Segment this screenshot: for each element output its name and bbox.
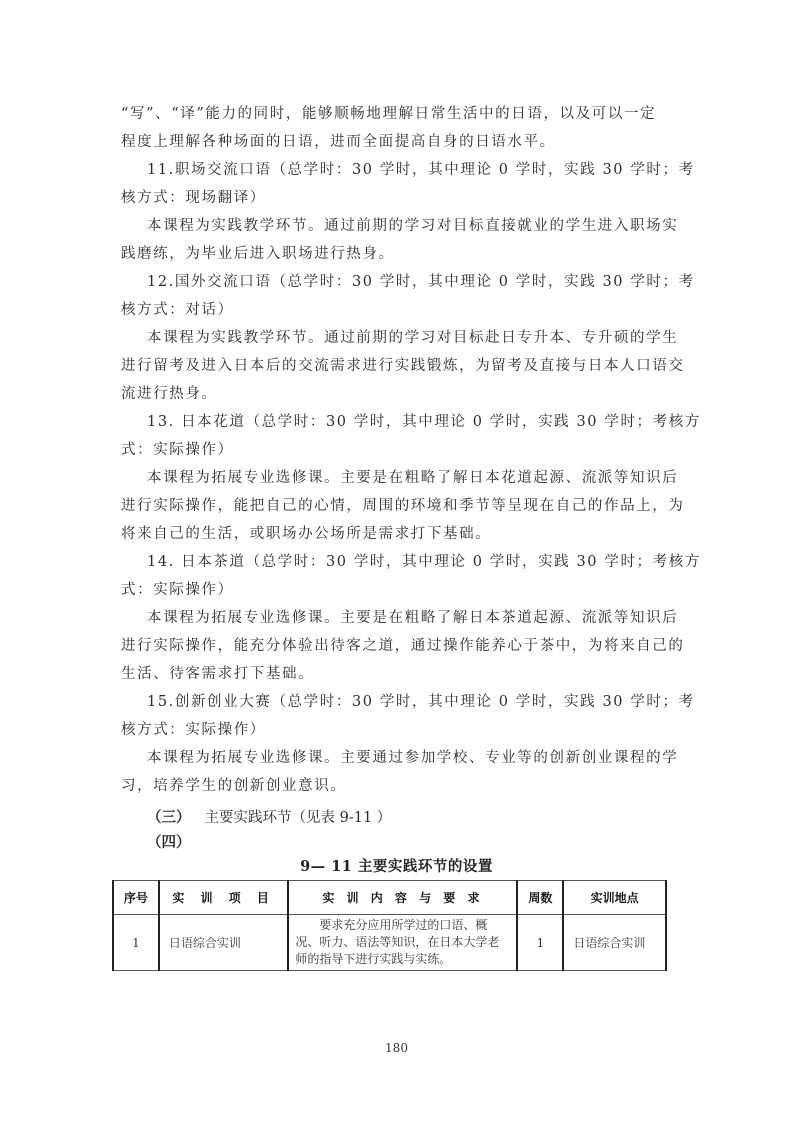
cell-no: 1 <box>113 915 159 971</box>
section-3-heading <box>147 808 391 828</box>
cell-location: 日语综合实训 <box>563 915 666 971</box>
course-13-title-cont: 式：实际操作） <box>121 442 234 458</box>
header-location: 实训地点 <box>563 881 666 915</box>
cell-project: 日语综合实训 <box>159 915 289 971</box>
course-14-title: 14. 日本茶道（总学时：30 学时，其中理论 0 学时，实践 30 学时；考核方 <box>147 554 701 570</box>
course-14-desc-cont: 进行实际操作，能充分体验出待客之道，通过操作能养心于茶中，为将来自己的 <box>121 638 685 654</box>
section-3-title: 主要实践环节（见表 9-11 ） <box>204 810 392 826</box>
course-13-desc-cont: 将来自己的生活，或职场办公场所是需求打下基础。 <box>121 526 492 542</box>
course-13-desc: 本课程为拓展专业选修课。主要是在粗略了解日本花道起源、流派等知识后 <box>147 470 679 486</box>
text-line: 程度上理解各种场面的日语，进而全面提高自身的日语水平。 <box>121 134 556 150</box>
table-caption: 9— 11 主要实践环节的设置 <box>300 858 493 875</box>
table-header-row <box>113 881 666 915</box>
course-11-title: 11.职场交流口语（总学时：30 学时，其中理论 0 学时，实践 30 学时；考 <box>147 162 695 178</box>
course-14-desc: 本课程为拓展专业选修课。主要是在粗略了解日本茶道起源、流派等知识后 <box>147 610 679 626</box>
course-12-title-cont: 核方式：对话） <box>121 302 234 318</box>
header-content: 实 训 内 容 与 要 求 <box>288 881 517 915</box>
course-12-desc: 本课程为实践教学环节。通过前期的学习对目标赴日专升本、专升硕的学生 <box>147 330 679 346</box>
course-11-desc-cont: 践磨练，为毕业后进入职场进行热身。 <box>121 246 395 262</box>
header-weeks: 周数 <box>517 881 563 915</box>
course-14-title-cont: 式：实际操作） <box>121 582 234 598</box>
page-number: 180 <box>385 1041 408 1055</box>
course-13-desc-cont: 进行实际操作，能把自己的心情，周围的环境和季节等呈现在自己的作品上，为 <box>121 498 685 514</box>
text-line: “写”、“译”能力的同时，能够顺畅地理解日常生活中的日语，以及可以一定 <box>121 106 657 122</box>
course-15-desc: 本课程为拓展专业选修课。主要通过参加学校、专业等的创新创业课程的学 <box>147 750 679 766</box>
course-11-desc: 本课程为实践教学环节。通过前期的学习对目标直接就业的学生进入职场实 <box>147 218 679 234</box>
course-15-title: 15.创新创业大赛（总学时：30 学时，其中理论 0 学时，实践 30 学时；考 <box>147 694 695 710</box>
course-12-desc-cont: 进行留考及进入日本后的交流需求进行实践锻炼，为留考及直接与日本人口语交 <box>121 358 685 374</box>
section-4-number: （四） <box>147 834 191 851</box>
cell-content: 要求充分应用所学过的口语、概况、听力、语法等知识，在日本大学老师的指导下进行实践与实练。 <box>288 915 517 971</box>
course-13-title: 13. 日本花道（总学时：30 学时，其中理论 0 学时，实践 30 学时；考核方 <box>147 414 701 430</box>
course-12-title: 12.国外交流口语（总学时：30 学时，其中理论 0 学时，实践 30 学时；考 <box>147 274 695 290</box>
header-project: 实 训 项 目 <box>159 881 289 915</box>
course-12-desc-cont: 流进行热身。 <box>121 386 218 402</box>
section-4-heading <box>147 833 205 853</box>
course-15-desc-cont: 习，培养学生的创新创业意识。 <box>121 778 347 794</box>
course-15-title-cont: 核方式：实际操作） <box>121 722 266 738</box>
section-3-number: （三） <box>147 809 191 826</box>
course-14-desc-cont: 生活、待客需求打下基础。 <box>121 666 315 682</box>
practice-table <box>112 880 667 971</box>
header-no: 序号 <box>113 881 159 915</box>
course-11-title-cont: 核方式：现场翻译） <box>121 190 266 206</box>
table-row <box>113 915 666 971</box>
cell-weeks: 1 <box>517 915 563 971</box>
